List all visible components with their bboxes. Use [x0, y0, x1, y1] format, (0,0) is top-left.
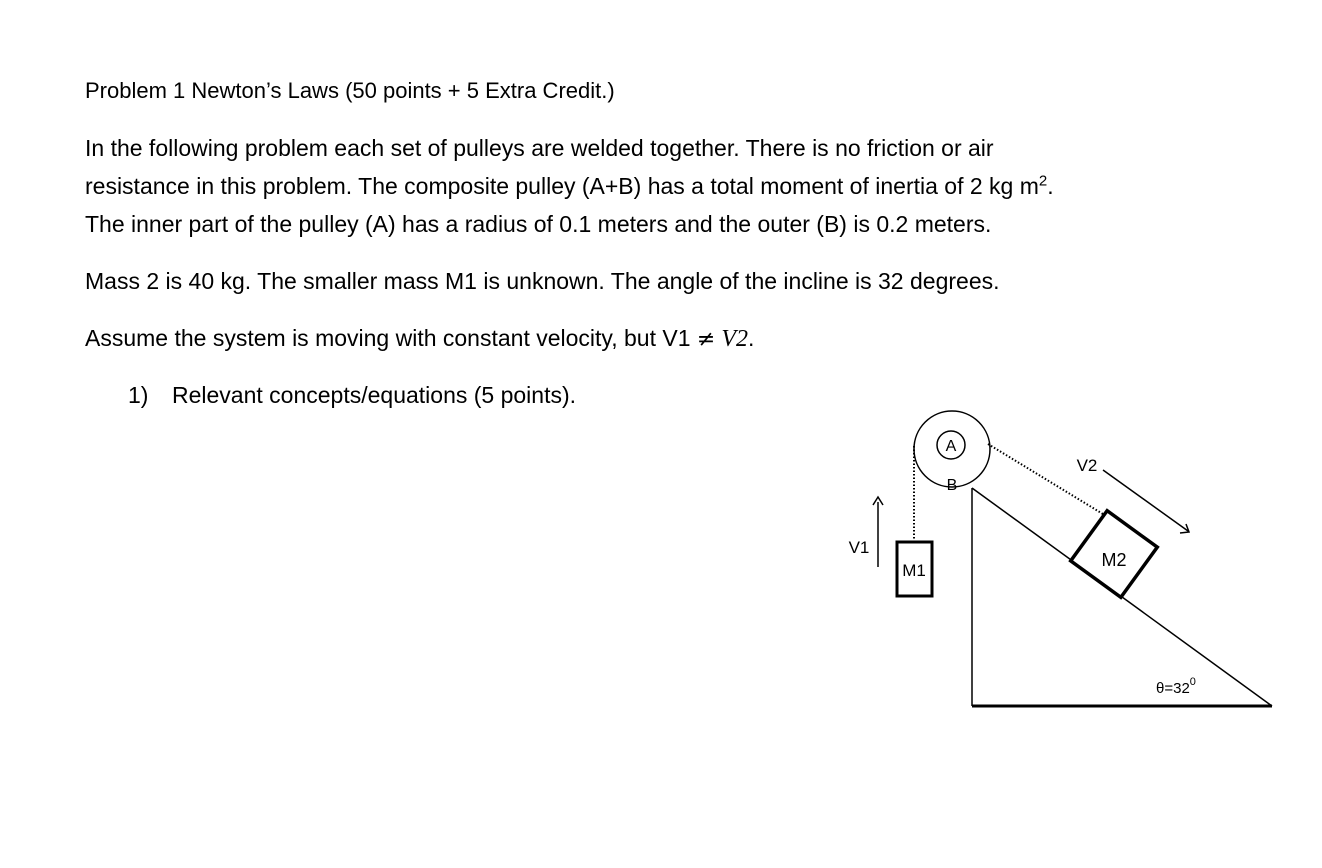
mass-m2-label: M2 — [1101, 550, 1127, 570]
paragraph-1-line-2: resistance in this problem. The composite pulley (A+B) has a total moment of inertia of 2 kg $m^2$. — [85, 172, 1054, 199]
paragraph-1-line-1: In the following problem each set of pulleys are welded together. There is no friction or air — [85, 135, 994, 161]
paragraph-1-line-3: The inner part of the pulley (A) has a radius of 0.1 meters and the outer (B) is 0.2 meters. — [85, 211, 992, 237]
v2-label: V2 — [1076, 456, 1098, 475]
angle-label: $\theta=32^0$ — [1156, 676, 1196, 697]
paragraph-2: Mass 2 is 40 kg. The smaller mass M1 is unknown. The angle of the incline is 32 degrees. — [85, 268, 1000, 294]
problem-title: Problem 1 Newton’s Laws (50 points + 5 Extra Credit.) — [85, 78, 615, 103]
pulley-label-b: B — [946, 477, 958, 494]
pulley-label-a: A — [945, 438, 957, 455]
question-item-1: 1) Relevant concepts/equations (5 points). — [128, 382, 577, 408]
paragraph-3: Assume the system is moving with constant velocity, but V1 ≠ V2. — [85, 325, 755, 352]
mass-m1-label: M1 — [902, 561, 926, 580]
v1-label: V1 — [848, 538, 870, 557]
